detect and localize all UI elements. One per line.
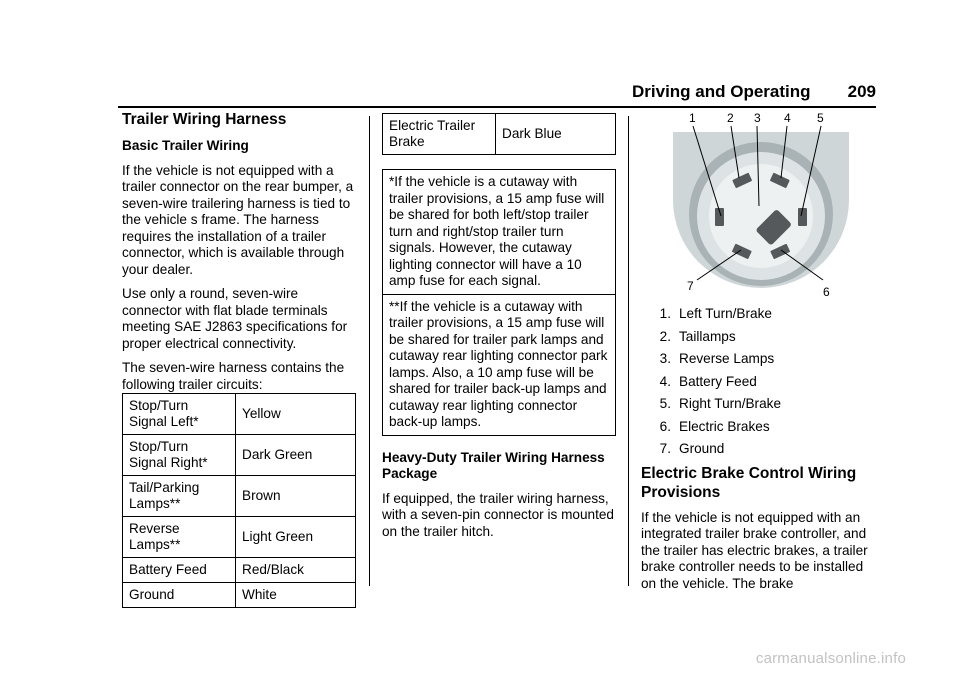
pin-label: Reverse Lamps [679,351,775,366]
table-row [123,394,356,435]
pin-number: 7. [659,441,671,456]
fuse-note: **If the vehicle is a cutaway with trailer provisions, a 15 amp fuse will be shared for trailer park lamps and cutaway rear lighting connector park lamps. Also, a 10 amp fuse will be shared for trailer back-up lamps and cutaway rear lighting connector back-up lamps. [383,294,615,435]
subsection-heading: Heavy-Duty Trailer Wiring Harness Package [382,449,605,481]
pin-number: 5. [659,396,671,411]
list-item [641,374,879,391]
header-rule [118,106,876,108]
circuit-name: Ground [123,583,236,608]
circuit-table-continued [382,113,616,155]
callout-4: 4 [784,111,791,125]
list-item [641,419,879,436]
page-number: 209 [847,82,876,101]
circuit-name: Stop/Turn Signal Left* [123,394,236,435]
list-item [641,306,879,323]
list-item [641,329,879,346]
seven-pin-connector-diagram [641,110,879,300]
column-1 [122,110,356,608]
circuit-name: Stop/Turn Signal Right* [123,435,236,476]
pin-label: Ground [679,441,725,456]
column-2 [382,113,616,548]
table-row [123,517,356,558]
paragraph: If the vehicle is not equipped with a trailer connector on the rear bumper, a seven-wire trailering harness is tied to the vehicle s frame. The harness requires the installation of a trailer connector, which is available through your dealer. [122,162,354,277]
paragraph: If equipped, the trailer wiring harness, with a seven-pin connector is mounted on the trailer hitch. [382,490,614,539]
pin-number: 3. [659,351,671,366]
wire-color: Light Green [236,517,356,558]
circuit-table [122,393,356,608]
section-title: Driving and Operating [632,82,811,101]
callout-3: 3 [754,111,761,125]
paragraph: If the vehicle is not equipped with an integrated trailer brake controller, and the trailer has electric brakes, a trailer brake controller needs to be installed on the vehicle. The brake [641,509,868,591]
table-row [123,558,356,583]
circuit-name: Tail/Parking Lamps** [123,476,236,517]
subsection-heading: Basic Trailer Wiring [122,138,249,153]
wire-color: White [236,583,356,608]
column-divider [628,116,629,586]
list-item [641,351,879,368]
callout-1: 1 [689,111,696,125]
pin-label: Electric Brakes [679,418,770,434]
wire-color: Brown [236,476,356,517]
pin-label: Battery Feed [679,373,757,389]
fuse-notes [382,169,616,436]
page-header [632,82,876,102]
callout-7: 7 [687,279,694,293]
circuit-name: Electric Trailer Brake [383,114,496,155]
section-heading: Electric Brake Control Wiring Provisions [641,464,857,501]
pin-label: Right Turn/Brake [679,396,781,411]
callout-2: 2 [727,111,734,125]
wire-color: Dark Blue [496,114,616,155]
fuse-note: *If the vehicle is a cutaway with trailer provisions, a 15 amp fuse will be shared for both left/stop trailer turn and right/stop trailer turn signals. However, the cutaway lighting connector will have a 10 amp fuse for each signal. [389,174,605,288]
wire-color: Red/Black [236,558,356,583]
table-row [383,114,616,155]
wire-color: Dark Green [236,435,356,476]
column-3 [641,110,879,600]
pin-number: 2. [659,328,671,344]
callout-6: 6 [823,285,830,299]
watermark: carmanualsonline.info [755,650,906,667]
list-item [641,396,879,413]
table-row [123,435,356,476]
column-divider [369,116,370,586]
table-row [123,476,356,517]
wire-color: Yellow [236,394,356,435]
paragraph: The seven-wire harness contains the following trailer circuits: [122,360,345,392]
section-heading: Trailer Wiring Harness [122,111,287,128]
callout-5: 5 [817,111,824,125]
connector-inner-face [709,164,813,268]
pin-legend [641,306,879,458]
list-item [641,441,879,458]
paragraph: Use only a round, seven-wire connector with flat blade terminals meeting SAE J2863 specifications for proper electrical connectivity. [122,286,348,351]
pin-number: 6. [659,418,671,434]
table-row [123,583,356,608]
pin-number: 1. [659,306,671,321]
pin-label: Taillamps [679,328,736,344]
pin-number: 4. [659,373,671,389]
pin-label: Left Turn/Brake [679,306,772,321]
circuit-name: Reverse Lamps** [123,517,236,558]
circuit-name: Battery Feed [123,558,236,583]
